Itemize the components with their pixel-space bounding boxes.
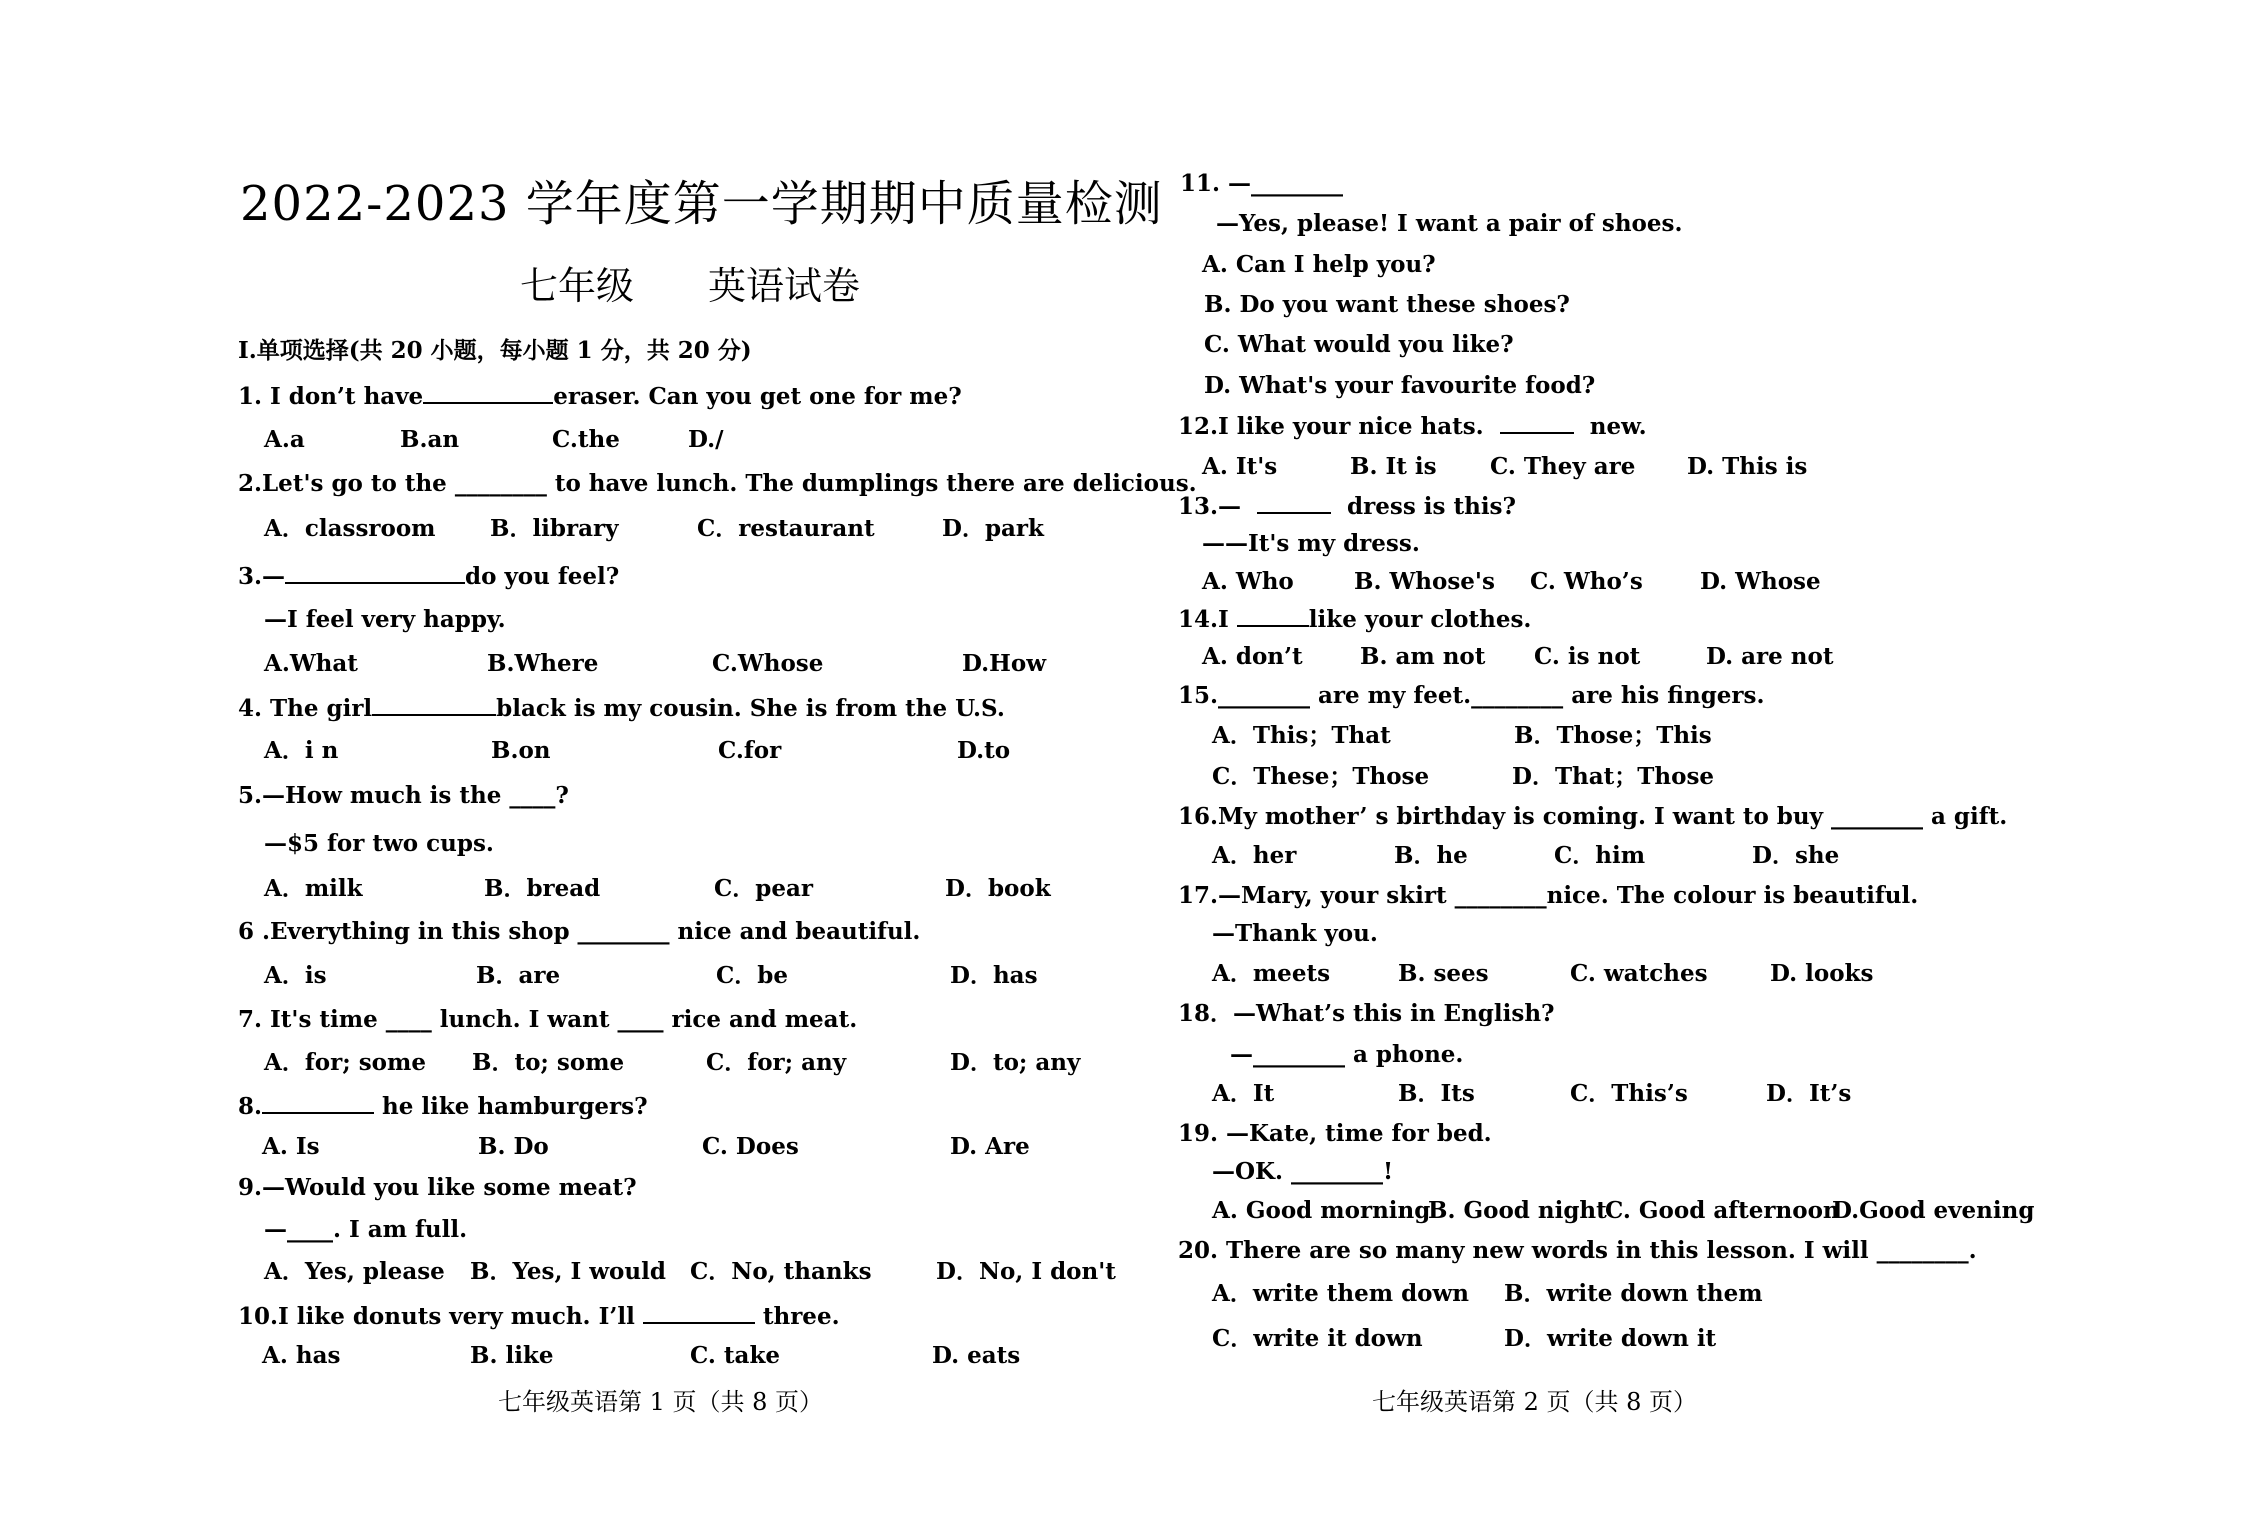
question-10-stem-end: three. <box>762 1303 840 1330</box>
question-18-reply: —________ a phone. <box>1230 1041 1464 1068</box>
option-b: B．Those；This <box>1514 722 1712 749</box>
question-4-stem-end: black is my cousin. She is from the U.S. <box>496 695 1005 722</box>
option-d: D. eats <box>932 1342 1021 1369</box>
option-c: C．be <box>716 962 789 989</box>
option-d: D. Whose <box>1700 568 1821 595</box>
option-b: B. like <box>470 1342 554 1369</box>
question-9-reply: —____. I am full. <box>264 1216 468 1243</box>
option-c: C.for <box>718 737 782 764</box>
answer-blank <box>643 1302 755 1324</box>
question-14-stem: 14.I <box>1178 606 1229 633</box>
question-12 <box>1178 412 1647 441</box>
answer-blank <box>285 562 465 584</box>
option-d: D．That；Those <box>1512 763 1715 790</box>
option-a: A. Can I help you? <box>1202 251 1436 278</box>
option-b: B．write down them <box>1504 1280 1763 1307</box>
grade-label: 七年级 <box>520 264 635 308</box>
option-a: A. Who <box>1202 568 1294 595</box>
option-a: A．i n <box>264 737 339 764</box>
question-13-stem: 13.— <box>1178 493 1242 520</box>
option-b: B. sees <box>1398 960 1489 987</box>
question-19: 19. —Kate, time for bed. <box>1178 1120 1492 1147</box>
option-b: B.on <box>491 737 551 764</box>
option-b: B. Do you want these shoes? <box>1204 291 1570 318</box>
option-d: D．has <box>950 962 1038 989</box>
option-c: C．pear <box>714 875 814 902</box>
option-c: C. take <box>690 1342 781 1369</box>
option-a: A.What <box>264 650 358 677</box>
answer-blank <box>262 1092 374 1114</box>
option-d: D．to; any <box>950 1049 1081 1076</box>
option-a: A．milk <box>264 875 363 902</box>
answer-blank <box>372 694 496 716</box>
option-c: C. is not <box>1534 643 1641 670</box>
option-c: C.the <box>552 426 620 453</box>
option-d: D．book <box>945 875 1051 902</box>
option-b: B．library <box>490 515 619 542</box>
question-10-stem: 10.I like donuts very much. I’ll <box>238 1303 635 1330</box>
option-c: C.Whose <box>712 650 824 677</box>
option-d: D. Are <box>950 1133 1030 1160</box>
option-b: B．he <box>1394 842 1468 869</box>
option-a: A．is <box>264 962 327 989</box>
option-d: D.to <box>957 737 1011 764</box>
question-5: 5.—How much is the ____? <box>238 782 569 809</box>
option-a: A．her <box>1212 842 1297 869</box>
option-c: C. Good afternoon <box>1605 1197 1840 1224</box>
option-d: D. What's your favourite food? <box>1204 372 1596 399</box>
option-c: C. Does <box>702 1133 799 1160</box>
question-15: 15.________ are my feet.________ are his fingers. <box>1178 682 1765 709</box>
question-9: 9.—Would you like some meat? <box>238 1174 637 1201</box>
option-a: A. Is <box>262 1133 320 1160</box>
option-c: C．No, thanks <box>690 1258 872 1285</box>
option-d: D. This is <box>1687 453 1808 480</box>
question-8 <box>238 1092 648 1121</box>
question-20: 20. There are so many new words in this lesson. I will ________. <box>1178 1237 1977 1264</box>
option-b: B．bread <box>484 875 601 902</box>
option-b: B．Its <box>1398 1080 1475 1107</box>
question-13-reply: ——It's my dress. <box>1202 530 1420 557</box>
question-14-stem-end: like your clothes. <box>1308 606 1532 633</box>
option-c: C．write it down <box>1212 1325 1423 1352</box>
question-7: 7. It's time ____ lunch. I want ____ rice and meat. <box>238 1006 858 1033</box>
question-1-stem: 1. I don’t have <box>238 383 424 410</box>
answer-blank <box>1500 412 1574 434</box>
option-c: C．him <box>1554 842 1646 869</box>
question-13-stem-end: dress is this? <box>1347 493 1516 520</box>
option-a: A.a <box>264 426 305 453</box>
question-2: 2.Let's go to the ________ to have lunch. The dumplings there are delicious. <box>238 470 1197 497</box>
question-12-stem: 12.I like your nice hats. <box>1178 413 1484 440</box>
question-3-stem-end: do you feel? <box>465 563 620 590</box>
option-d: D．write down it <box>1504 1325 1717 1352</box>
answer-blank <box>1237 605 1309 627</box>
question-17: 17.—Mary, your skirt ________nice. The colour is beautiful. <box>1178 882 1919 909</box>
option-a: A. don’t <box>1202 643 1303 670</box>
question-14 <box>1178 605 1531 634</box>
option-a: A．write them down <box>1212 1280 1470 1307</box>
option-b: B. Good night <box>1428 1197 1607 1224</box>
option-d: D．It’s <box>1766 1080 1852 1107</box>
page-footer: 七年级英语第 2 页（共 8 页） <box>1372 1388 1698 1416</box>
option-c: C. They are <box>1490 453 1636 480</box>
option-d: D．park <box>942 515 1044 542</box>
question-13 <box>1178 492 1516 521</box>
option-b: B. Whose's <box>1354 568 1495 595</box>
option-a: A. has <box>262 1342 341 1369</box>
option-a: A．classroom <box>264 515 436 542</box>
question-18: 18．—What’s this in English? <box>1178 1000 1555 1027</box>
question-11: 11. —________ <box>1180 170 1344 197</box>
option-b: B. Do <box>478 1133 549 1160</box>
exam-page-2 <box>1160 0 2244 1535</box>
question-6: 6 .Everything in this shop ________ nice and beautiful. <box>238 918 921 945</box>
option-b: B．are <box>476 962 561 989</box>
question-3-reply: —I feel very happy. <box>264 606 506 633</box>
option-a: A. Good morning <box>1212 1197 1431 1224</box>
option-b: B.Where <box>487 650 599 677</box>
section-heading: I.单项选择(共 20 小题，每小题 1 分，共 20 分) <box>238 337 752 364</box>
option-c: C. Who’s <box>1530 568 1643 595</box>
question-16: 16.My mother’ s birthday is coming. I want to buy ________ a gift. <box>1178 803 2008 830</box>
question-17-reply: —Thank you. <box>1212 920 1378 947</box>
option-a: A．It <box>1212 1080 1275 1107</box>
option-d: D.How <box>962 650 1047 677</box>
option-c: C．This’s <box>1570 1080 1688 1107</box>
option-c: C. watches <box>1570 960 1708 987</box>
option-b: B. It is <box>1350 453 1437 480</box>
option-d: D．No, I don't <box>936 1258 1116 1285</box>
question-1-stem-end: eraser. Can you get one for me? <box>553 383 962 410</box>
answer-blank <box>423 382 553 404</box>
option-a: A．for; some <box>264 1049 426 1076</box>
option-c: C．for; any <box>706 1049 847 1076</box>
option-a: A．Yes, please <box>264 1258 445 1285</box>
question-4 <box>238 694 1005 723</box>
option-c: C．These；Those <box>1212 763 1430 790</box>
option-d: D．she <box>1752 842 1840 869</box>
option-a: A．meets <box>1212 960 1331 987</box>
option-a: A. It's <box>1202 453 1278 480</box>
answer-blank <box>1257 492 1331 514</box>
question-5-reply: —$5 for two cups. <box>264 830 494 857</box>
question-3 <box>238 562 619 591</box>
question-11-reply: —Yes, please! I want a pair of shoes. <box>1216 210 1683 237</box>
question-10 <box>238 1302 840 1331</box>
exam-title: 2022-2023 学年度第一学期期中质量检测 <box>240 176 1163 232</box>
question-8-stem-end: he like hamburgers? <box>382 1093 648 1120</box>
option-d: D. are not <box>1706 643 1834 670</box>
option-b: B.an <box>400 426 460 453</box>
question-3-stem: 3.— <box>238 563 286 590</box>
option-a: A．This；That <box>1212 722 1391 749</box>
option-d: D.Good evening <box>1832 1197 2035 1224</box>
subject-label: 英语试卷 <box>708 264 861 308</box>
option-c: C．restaurant <box>697 515 875 542</box>
question-4-stem: 4. The girl <box>238 695 373 722</box>
option-c: C. What would you like? <box>1204 331 1514 358</box>
question-1 <box>238 382 962 411</box>
option-b: B. am not <box>1360 643 1486 670</box>
option-b: B．Yes, I would <box>470 1258 666 1285</box>
page-footer: 七年级英语第 1 页（共 8 页） <box>498 1388 824 1416</box>
question-12-stem-end: new. <box>1589 413 1647 440</box>
option-d: D. looks <box>1770 960 1874 987</box>
option-d: D./ <box>688 426 724 453</box>
option-b: B．to; some <box>472 1049 625 1076</box>
question-8-stem: 8. <box>238 1093 263 1120</box>
question-19-reply: —OK. ________! <box>1212 1158 1394 1185</box>
